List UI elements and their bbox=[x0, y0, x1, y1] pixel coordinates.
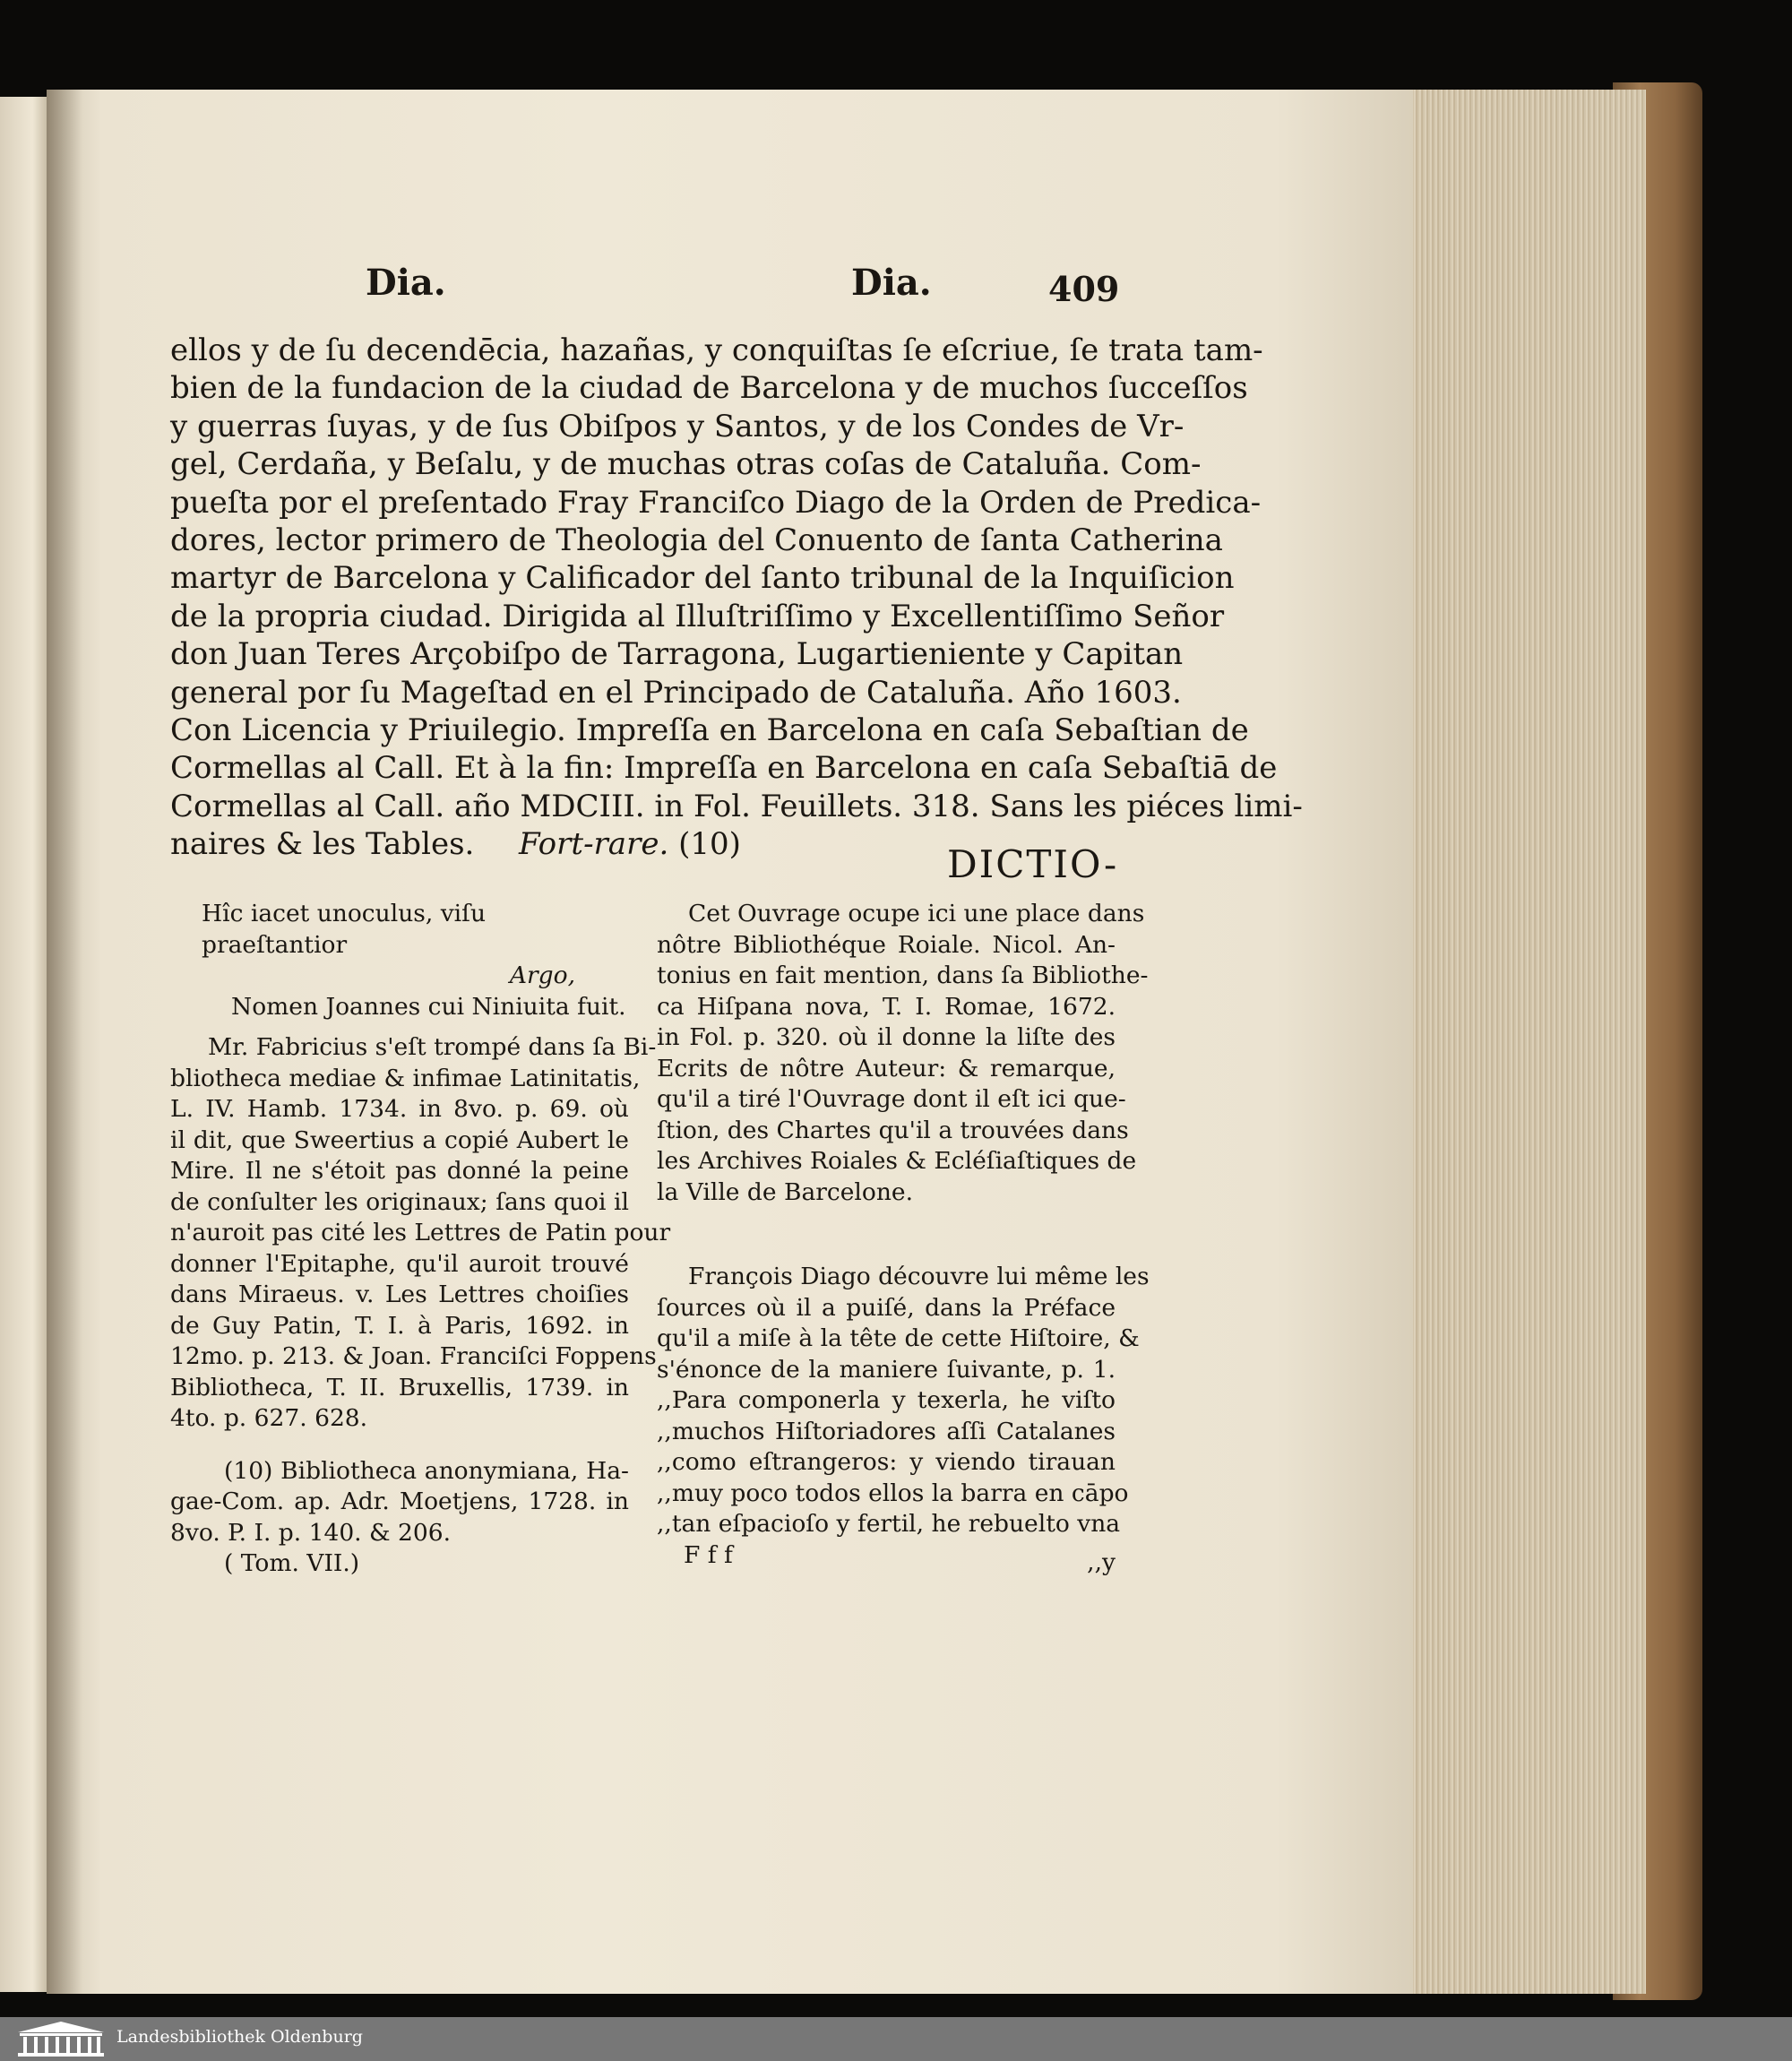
epitaph-line: Argo, bbox=[509, 962, 575, 989]
text-line: in Fol. p. 320. où il donne la liſte des bbox=[657, 1023, 1116, 1051]
text-line: Bibliotheca, T. II. Bruxellis, 1739. in bbox=[170, 1373, 629, 1401]
left-column bbox=[170, 899, 671, 1580]
text-line: ,,muchos Hiſtoriadores aſſi Catalanes bbox=[657, 1417, 1116, 1445]
page-edges bbox=[1413, 90, 1646, 1994]
spine-shadow bbox=[47, 90, 82, 1994]
text-line: nôtre Bibliothéque Roiale. Nicol. An- bbox=[657, 930, 1116, 959]
text-line: L. IV. Hamb. 1734. in 8vo. p. 69. où bbox=[170, 1095, 629, 1123]
epitaph-line: Hîc iacet unoculus, viſu praeſtantior bbox=[202, 900, 487, 959]
catchword: ,,y bbox=[1087, 1548, 1116, 1576]
running-head-right: Dia. bbox=[851, 262, 932, 304]
text-line: y guerras ſuyas, y de ſus Obiſpos y Santos, y de los Condes de Vr- bbox=[170, 408, 1185, 444]
text-line: s'énonce de la maniere ſuivante, p. 1. bbox=[657, 1355, 1116, 1384]
text-line: ,,como eſtrangeros: y viendo tirauan bbox=[657, 1448, 1116, 1476]
text-line: ,,tan eſpacioſo y fertil, he rebuelto vna bbox=[657, 1510, 1121, 1538]
text-line: qu'il a miſe à la tête de cette Hiſtoire, & bbox=[657, 1324, 1140, 1352]
text-line-last: 4to. p. 627. 628. bbox=[170, 1404, 368, 1432]
text-line: pueſta por el preſentado Fray Franciſco Diago de la Orden de Predica- bbox=[170, 484, 1262, 521]
left-page-edge bbox=[0, 97, 47, 1992]
text-line: don Juan Teres Arçobiſpo de Tarragona, Lugartieniente y Capitan bbox=[170, 636, 1184, 673]
text-line: tonius en fait mention, dans ſa Bibliothe- bbox=[657, 962, 1149, 989]
text-line: Ecrits de nôtre Auteur: & remarque, bbox=[657, 1054, 1116, 1082]
running-head-left: Dia. bbox=[366, 262, 446, 304]
note-ref: (10) bbox=[678, 826, 741, 863]
text-line: Cormellas al Call. Et à la fin: Impreſſa en Barcelona en caſa Sebaſtiā de bbox=[170, 750, 1278, 787]
text-line: Mr. Fabricius s'eſt trompé dans ſa Bi- bbox=[208, 1033, 657, 1061]
text-line: dans Miraeus. v. Les Lettres choiſies bbox=[170, 1281, 629, 1308]
text-line: ca Hiſpana nova, T. I. Romae, 1672. bbox=[657, 992, 1116, 1021]
text-line: martyr de Barcelona y Calificador del ſanto tribunal de la Inquiſicion bbox=[170, 560, 1235, 597]
text-line: Mire. Il ne s'étoit pas donné la peine bbox=[170, 1157, 629, 1185]
footnote-line: (10) Bibliotheca anonymiana, Ha- bbox=[224, 1456, 629, 1485]
text-line: 12mo. p. 213. & Joan. Franciſci Foppens bbox=[170, 1342, 657, 1370]
page-number: 409 bbox=[1048, 269, 1120, 309]
text-line: gel, Cerdaña, y Beſalu, y de muchas otras coſas de Cataluña. Com- bbox=[170, 446, 1202, 483]
library-building-icon bbox=[16, 2020, 106, 2057]
text-span: naires & les Tables. bbox=[170, 826, 475, 863]
text-line: dores, lector primero de Theologia del Conuento de ſanta Catherina bbox=[170, 522, 1223, 559]
text-line: François Diago découvre lui même les bbox=[688, 1263, 1150, 1290]
text-line: n'auroit pas cité les Lettres de Patin pour bbox=[170, 1219, 671, 1246]
text-line: ſtion, des Chartes qu'il a trouvées dans bbox=[657, 1116, 1129, 1144]
text-line: il dit, que Sweertius a copié Aubert le bbox=[170, 1125, 629, 1154]
text-line: Con Licencia y Priuilegio. Impreſſa en Barcelona en caſa Sebaſtian de bbox=[170, 712, 1249, 749]
text-line-last: la Ville de Barcelone. bbox=[657, 1177, 914, 1206]
text-line: les Archives Roiales & Ecléſiaſtiques de bbox=[657, 1147, 1137, 1175]
tome-label: ( Tom. VII.) bbox=[224, 1549, 360, 1577]
epitaph-line: Nomen Joannes cui Niniuita fuit. bbox=[231, 992, 626, 1021]
section-heading: DICTIO- bbox=[947, 842, 1119, 886]
text-line: ellos y de ſu decendēcia, hazañas, y conquiſtas ſe eſcriue, ſe trata tam- bbox=[170, 332, 1263, 368]
text-line: de Guy Patin, T. I. à Paris, 1692. in bbox=[170, 1311, 629, 1340]
text-span-italic: Fort-rare. bbox=[518, 826, 669, 863]
signature-mark: F f f bbox=[684, 1540, 733, 1569]
text-line: bien de la fundacion de la ciudad de Barcelona y de muchos ſucceſſos bbox=[170, 370, 1248, 407]
text-line: Cet Ouvrage ocupe ici une place dans bbox=[688, 900, 1145, 927]
right-column bbox=[657, 899, 1150, 1576]
text-line: ſources où il a puiſé, dans la Préface bbox=[657, 1293, 1116, 1322]
text-line: Cormellas al Call. año MDCIII. in Fol. Feuillets. 318. Sans les piéces limi- bbox=[170, 788, 1303, 824]
text-line: ,,muy poco todos ellos la barra en cāpo bbox=[657, 1479, 1129, 1507]
text-line: general por ſu Mageſtad en el Principado de Cataluña. Año 1603. bbox=[170, 674, 1182, 711]
text-line: ,,Para componerla y texerla, he viſto bbox=[657, 1386, 1116, 1414]
footnote-line: gae-Com. ap. Adr. Moetjens, 1728. in bbox=[170, 1488, 629, 1515]
library-name: Landesbibliothek Oldenburg bbox=[116, 2027, 363, 2047]
text-line: bliotheca mediae & infimae Latinitatis, bbox=[170, 1064, 641, 1092]
text-line: donner l'Epitaphe, qu'il auroit trouvé bbox=[170, 1249, 629, 1278]
text-line: de la propria ciudad. Dirigida al Illuſtriſſimo y Excellentiſſimo Señor bbox=[170, 598, 1225, 634]
text-line: qu'il a tiré l'Ouvrage dont il eſt ici que- bbox=[657, 1085, 1126, 1113]
text-line: de conſulter les originaux; ſans quoi il bbox=[170, 1187, 629, 1216]
footnote-line-last: 8vo. P. I. p. 140. & 206. bbox=[170, 1518, 452, 1547]
